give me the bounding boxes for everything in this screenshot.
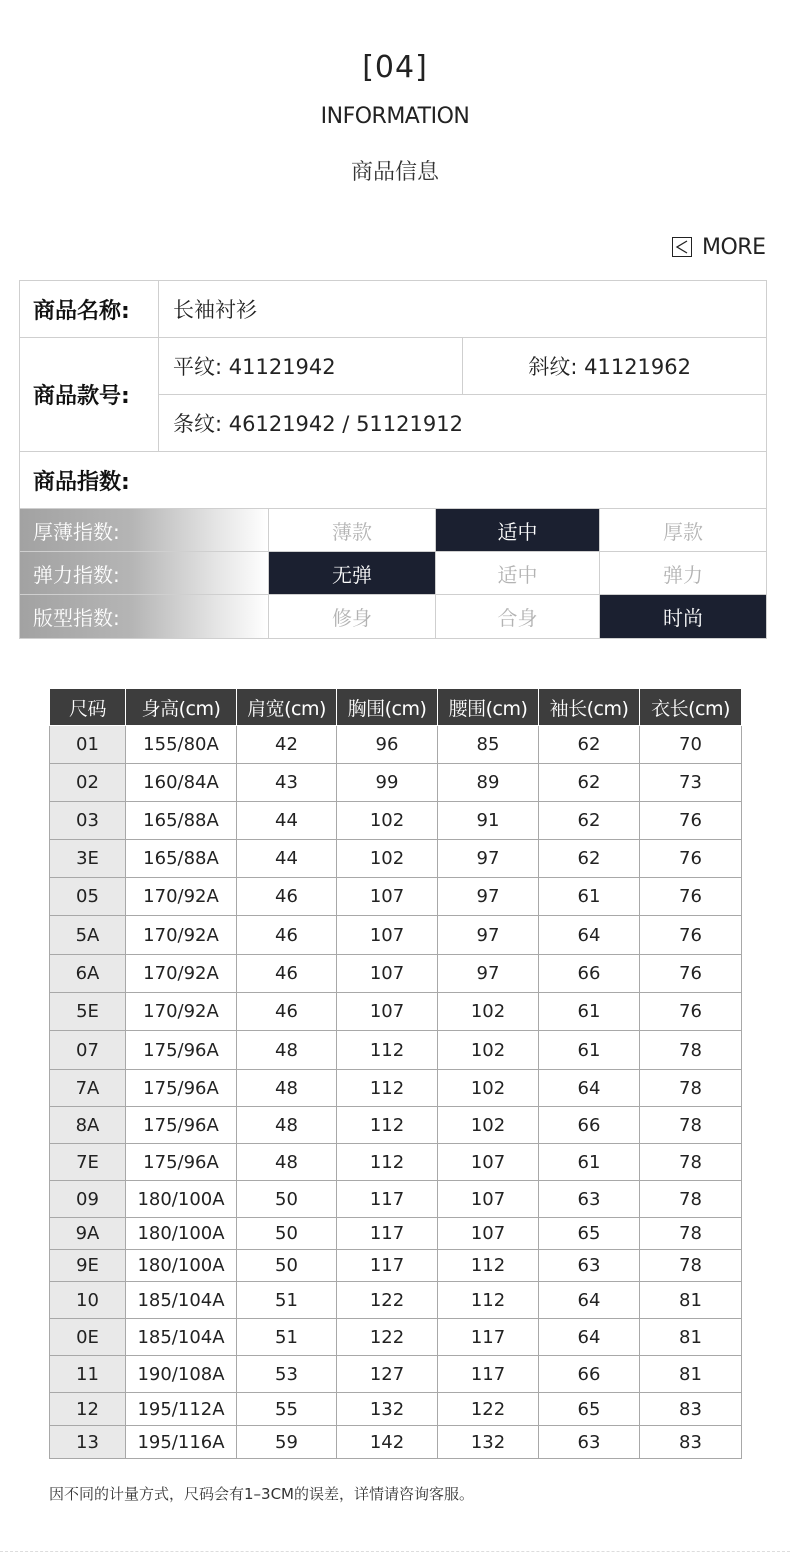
header-size: 尺码 [50,689,126,726]
size-code-cell: 02 [50,764,126,802]
table-cell: 51 [237,1319,337,1356]
table-cell: 43 [237,764,337,802]
table-cell: 61 [539,878,640,916]
table-cell: 48 [237,1144,337,1181]
section-title-en: INFORMATION [320,104,470,129]
table-cell: 61 [539,1144,640,1181]
table-cell: 48 [237,1031,337,1070]
table-cell: 117 [337,1250,438,1282]
table-cell: 190/108A [126,1356,237,1393]
table-cell: 122 [337,1282,438,1319]
size-code-cell: 3E [50,840,126,878]
size-code-cell: 01 [50,726,126,764]
fit-index-label: 版型指数: [20,595,268,638]
table-cell: 170/92A [126,955,237,993]
table-cell: 63 [539,1181,640,1218]
table-cell: 73 [640,764,742,802]
header-shoulder: 肩宽(cm) [237,689,337,726]
table-cell: 155/80A [126,726,237,764]
table-row [50,840,742,878]
table-cell: 117 [438,1356,539,1393]
size-table [49,688,742,1459]
product-style-label: 商品款号: [20,338,159,451]
table-cell: 61 [539,1031,640,1070]
table-cell: 76 [640,802,742,840]
table-cell: 122 [438,1393,539,1426]
elasticity-option-medium: 适中 [435,552,599,594]
table-cell: 81 [640,1356,742,1393]
table-cell: 107 [438,1144,539,1181]
table-row [50,878,742,916]
more-label: MORE [702,234,766,260]
table-cell: 50 [237,1250,337,1282]
table-cell: 53 [237,1356,337,1393]
size-code-cell: 12 [50,1393,126,1426]
table-row [50,1426,742,1459]
table-cell: 160/84A [126,764,237,802]
table-cell: 91 [438,802,539,840]
table-row [50,1107,742,1144]
table-cell: 97 [438,840,539,878]
table-cell: 46 [237,878,337,916]
product-style-row [20,338,766,452]
table-cell: 170/92A [126,916,237,955]
table-cell: 66 [539,1356,640,1393]
table-cell: 127 [337,1356,438,1393]
table-cell: 64 [539,916,640,955]
fit-index-row [20,595,766,638]
size-code-cell: 11 [50,1356,126,1393]
size-code-cell: 7E [50,1144,126,1181]
table-cell: 61 [539,993,640,1031]
table-cell: 180/100A [126,1181,237,1218]
thickness-index-label: 厚薄指数: [20,509,268,551]
table-cell: 48 [237,1107,337,1144]
table-cell: 64 [539,1282,640,1319]
table-cell: 102 [438,1107,539,1144]
size-table-header [50,689,742,726]
table-cell: 122 [337,1319,438,1356]
elasticity-index-row [20,552,766,595]
size-code-cell: 0E [50,1319,126,1356]
table-cell: 81 [640,1282,742,1319]
elasticity-option-none: 无弹 [268,552,435,594]
table-cell: 102 [438,1070,539,1107]
table-cell: 81 [640,1319,742,1356]
table-cell: 62 [539,802,640,840]
table-row [50,726,742,764]
table-cell: 97 [438,955,539,993]
size-code-cell: 6A [50,955,126,993]
index-grid [20,509,766,638]
table-cell: 64 [539,1070,640,1107]
table-row [50,1031,742,1070]
table-cell: 175/96A [126,1107,237,1144]
table-cell: 78 [640,1031,742,1070]
section-number: [04] [362,50,428,85]
table-cell: 180/100A [126,1250,237,1282]
size-code-cell: 05 [50,878,126,916]
product-info-table [19,280,767,639]
table-cell: 107 [438,1181,539,1218]
size-code-cell: 7A [50,1070,126,1107]
table-cell: 102 [337,840,438,878]
product-index-row [20,452,766,509]
size-code-cell: 10 [50,1282,126,1319]
table-cell: 117 [337,1181,438,1218]
size-code-cell: 13 [50,1426,126,1459]
table-cell: 76 [640,840,742,878]
table-row [50,1181,742,1218]
table-cell: 63 [539,1250,640,1282]
table-cell: 66 [539,955,640,993]
table-cell: 76 [640,916,742,955]
table-cell: 175/96A [126,1070,237,1107]
table-cell: 142 [337,1426,438,1459]
table-cell: 170/92A [126,993,237,1031]
table-cell: 59 [237,1426,337,1459]
size-code-cell: 03 [50,802,126,840]
style-stripe: 条纹: 46121942 / 51121912 [173,411,463,436]
section-title-cn: 商品信息 [350,160,439,185]
table-row [50,916,742,955]
size-code-cell: 5A [50,916,126,955]
thickness-option-thick: 厚款 [599,509,766,551]
table-row [50,1144,742,1181]
table-cell: 97 [438,916,539,955]
table-cell: 180/100A [126,1218,237,1250]
header-height: 身高(cm) [126,689,237,726]
table-cell: 76 [640,993,742,1031]
table-cell: 112 [438,1250,539,1282]
product-name-row [20,281,766,338]
table-cell: 85 [438,726,539,764]
table-cell: 107 [337,878,438,916]
table-cell: 195/116A [126,1426,237,1459]
size-code-cell: 9E [50,1250,126,1282]
header-waist: 腰围(cm) [438,689,539,726]
table-cell: 107 [337,955,438,993]
table-cell: 78 [640,1144,742,1181]
elasticity-option-stretch: 弹力 [599,552,766,594]
size-code-cell: 8A [50,1107,126,1144]
table-cell: 170/92A [126,878,237,916]
table-cell: 89 [438,764,539,802]
table-cell: 117 [438,1319,539,1356]
table-cell: 65 [539,1393,640,1426]
table-cell: 112 [337,1031,438,1070]
thickness-option-thin: 薄款 [268,509,435,551]
table-cell: 62 [539,764,640,802]
table-cell: 42 [237,726,337,764]
table-cell: 76 [640,955,742,993]
table-cell: 112 [438,1282,539,1319]
table-cell: 46 [237,955,337,993]
bottom-divider [0,1551,790,1552]
table-cell: 99 [337,764,438,802]
table-row [50,1356,742,1393]
table-cell: 46 [237,993,337,1031]
thickness-option-medium: 适中 [435,509,599,551]
table-cell: 112 [337,1107,438,1144]
table-cell: 62 [539,840,640,878]
product-index-label: 商品指数: [33,469,130,495]
table-cell: 165/88A [126,840,237,878]
table-row [50,1282,742,1319]
table-cell: 78 [640,1250,742,1282]
table-cell: 185/104A [126,1282,237,1319]
table-cell: 64 [539,1319,640,1356]
table-cell: 107 [438,1218,539,1250]
size-code-cell: 9A [50,1218,126,1250]
table-cell: 175/96A [126,1031,237,1070]
table-cell: 175/96A [126,1144,237,1181]
header-chest: 胸围(cm) [337,689,438,726]
table-row [50,1319,742,1356]
size-code-cell: 07 [50,1031,126,1070]
style-twill: 斜纹: 41121962 [528,354,691,379]
table-cell: 117 [337,1218,438,1250]
product-name-label: 商品名称: [20,281,159,337]
table-row [50,1070,742,1107]
elasticity-index-label: 弹力指数: [20,552,268,594]
table-row [50,764,742,802]
table-cell: 70 [640,726,742,764]
fit-option-fashion: 时尚 [599,595,766,638]
table-cell: 102 [337,802,438,840]
size-note: 因不同的计量方式，尺码会有1–3CM的误差，详情请咨询客服。 [49,1485,475,1503]
fit-option-slim: 修身 [268,595,435,638]
table-cell: 83 [640,1426,742,1459]
table-cell: 112 [337,1144,438,1181]
table-cell: 44 [237,802,337,840]
header-length: 衣长(cm) [640,689,742,726]
table-cell: 132 [438,1426,539,1459]
table-cell: 97 [438,878,539,916]
style-plain: 平纹: 41121942 [159,338,463,394]
table-cell: 78 [640,1218,742,1250]
product-name-value: 长袖衬衫 [173,298,257,322]
table-cell: 78 [640,1181,742,1218]
table-cell: 62 [539,726,640,764]
table-cell: 76 [640,878,742,916]
table-cell: 48 [237,1070,337,1107]
table-row [50,1218,742,1250]
table-cell: 50 [237,1218,337,1250]
thickness-index-row [20,509,766,552]
table-row [50,993,742,1031]
more-link[interactable] [672,233,765,261]
table-cell: 165/88A [126,802,237,840]
table-row [50,802,742,840]
table-row [50,955,742,993]
table-cell: 63 [539,1426,640,1459]
table-cell: 132 [337,1393,438,1426]
table-cell: 66 [539,1107,640,1144]
table-cell: 195/112A [126,1393,237,1426]
table-cell: 78 [640,1070,742,1107]
chevron-left-icon [672,237,692,257]
table-cell: 50 [237,1181,337,1218]
size-code-cell: 09 [50,1181,126,1218]
table-cell: 107 [337,993,438,1031]
table-cell: 102 [438,993,539,1031]
table-cell: 112 [337,1070,438,1107]
table-cell: 185/104A [126,1319,237,1356]
table-cell: 46 [237,916,337,955]
table-cell: 107 [337,916,438,955]
table-cell: 102 [438,1031,539,1070]
table-cell: 78 [640,1107,742,1144]
table-cell: 51 [237,1282,337,1319]
table-cell: 96 [337,726,438,764]
table-cell: 55 [237,1393,337,1426]
size-code-cell: 5E [50,993,126,1031]
table-cell: 83 [640,1393,742,1426]
fit-option-regular: 合身 [435,595,599,638]
table-row [50,1393,742,1426]
header-sleeve: 袖长(cm) [539,689,640,726]
table-row [50,1250,742,1282]
table-cell: 44 [237,840,337,878]
table-cell: 65 [539,1218,640,1250]
